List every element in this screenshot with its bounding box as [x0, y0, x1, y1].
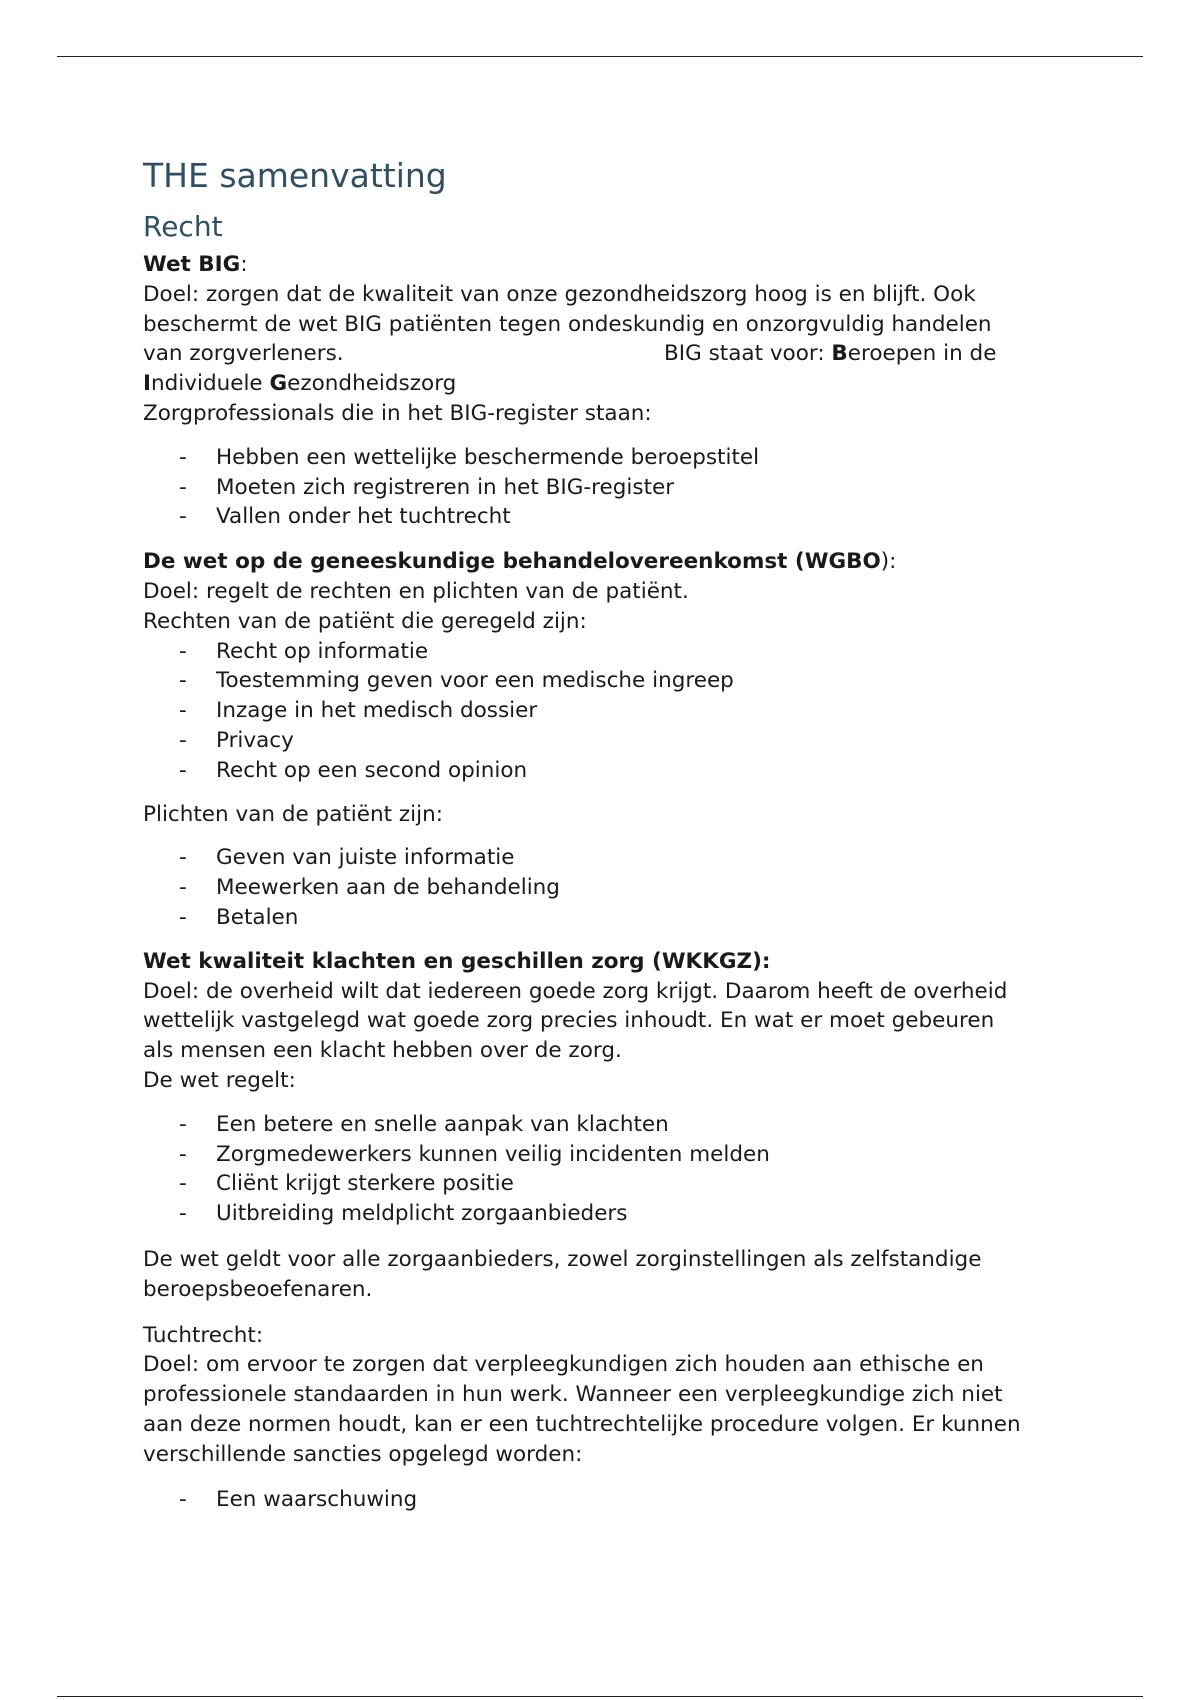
wgbo-rechten-intro: Rechten van de patiënt die geregeld zijn:	[143, 608, 587, 634]
list-item: - Een waarschuwing	[179, 1487, 418, 1513]
big-register-intro: Zorgprofessionals die in het BIG-register staan:	[143, 400, 652, 426]
wkkgz-geldt-line-2: beroepsbeoefenaren.	[143, 1276, 373, 1302]
wgbo-heading: De wet op de geneeskundige behandelovereenkomst (WGBO):	[143, 549, 897, 575]
wkkgz-heading: Wet kwaliteit klachten en geschillen zorg (WKKGZ):	[143, 948, 771, 974]
list-item: - Zorgmedewerkers kunnen veilig incidenten melden	[179, 1141, 770, 1167]
tuchtrecht-doel-line-3: aan deze normen houdt, kan er een tuchtrechtelijke procedure volgen. Er kunnen	[143, 1411, 1021, 1437]
list-item: - Privacy	[179, 727, 294, 753]
wgbo-plichten-list	[143, 843, 1063, 932]
document-title: THE samenvatting	[143, 156, 447, 195]
list-item: - Inzage in het medisch dossier	[179, 698, 538, 724]
list-item: - Cliënt krijgt sterkere positie	[179, 1171, 514, 1197]
tuchtrecht-heading: Tuchtrecht:	[143, 1322, 264, 1348]
list-item: - Uitbreiding meldplicht zorgaanbieders	[179, 1201, 628, 1227]
list-item: - Vallen onder het tuchtrecht	[179, 504, 511, 530]
wkkgz-doel-line-1: Doel: de overheid wilt dat iedereen goede zorg krijgt. Daarom heeft de overheid	[143, 978, 1008, 1004]
tuchtrecht-sancties-list	[143, 1485, 1063, 1515]
tuchtrecht-doel-line-1: Doel: om ervoor te zorgen dat verpleegkundigen zich houden aan ethische en	[143, 1352, 984, 1378]
document-page	[143, 150, 1063, 1515]
header-rule	[57, 56, 1143, 57]
list-item: - Betalen	[179, 904, 299, 930]
list-item: - Hebben een wettelijke beschermende beroepstitel	[179, 444, 760, 470]
list-item: - Geven van juiste informatie	[179, 845, 515, 871]
wkkgz-doel-line-3: als mensen een klacht hebben over de zorg.	[143, 1038, 622, 1064]
tuchtrecht-doel-line-4: verschillende sancties opgelegd worden:	[143, 1441, 583, 1467]
wkkgz-doel-line-2: wettelijk vastgelegd wat goede zorg precies inhoudt. En wat er moet gebeuren	[143, 1008, 995, 1034]
wkkgz-list	[143, 1110, 1063, 1229]
wgbo-doel: Doel: regelt de rechten en plichten van de patiënt.	[143, 578, 689, 604]
big-register-list	[143, 443, 1063, 532]
wet-big-heading: Wet BIG:	[143, 252, 248, 277]
list-item: - Recht op een second opinion	[179, 757, 528, 783]
list-item: - Recht op informatie	[179, 638, 429, 664]
list-item: - Moeten zich registreren in het BIG-register	[179, 474, 675, 500]
big-acronym-line: Individuele Gezondheidszorg	[143, 371, 457, 397]
tuchtrecht-doel-line-2: professionele standaarden in hun werk. Wanneer een verpleegkundige zich niet	[143, 1382, 1003, 1408]
list-item: - Meewerken aan de behandeling	[179, 875, 560, 901]
wet-big-doel-line-1: Doel: zorgen dat de kwaliteit van onze gezondheidszorg hoog is en blijft. Ook	[143, 281, 976, 307]
list-item: - Een betere en snelle aanpak van klachten	[179, 1111, 669, 1137]
wgbo-plichten-intro: Plichten van de patiënt zijn:	[143, 801, 443, 827]
list-item: - Toestemming geven voor een medische ingreep	[179, 668, 734, 694]
wet-big-doel-line-3: van zorgverleners. BIG staat voor: Beroepen in de	[143, 341, 997, 367]
wet-big-doel-line-2: beschermt de wet BIG patiënten tegen ondeskundig en onzorgvuldig handelen	[143, 311, 992, 337]
wkkgz-geldt-line-1: De wet geldt voor alle zorgaanbieders, zowel zorginstellingen als zelfstandige	[143, 1246, 982, 1272]
footer-rule	[57, 1696, 1143, 1697]
wgbo-rechten-list	[143, 637, 1063, 786]
wkkgz-regelt-intro: De wet regelt:	[143, 1067, 296, 1093]
section-heading-recht: Recht	[143, 210, 223, 243]
